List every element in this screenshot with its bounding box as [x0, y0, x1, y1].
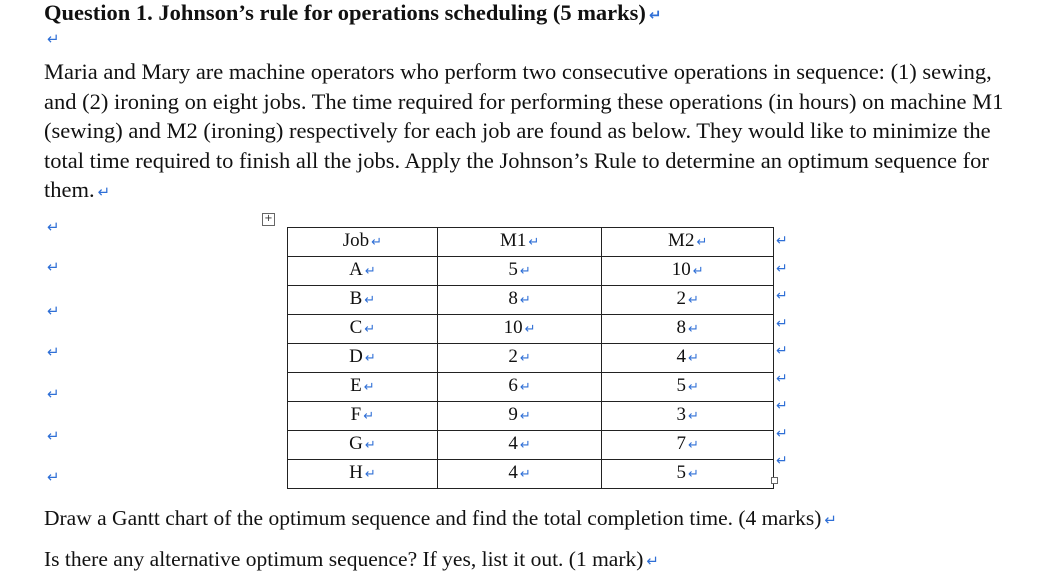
paragraph-mark-icon: ↵ — [648, 6, 662, 24]
m2-cell: 7 ↵ — [602, 431, 774, 460]
job-cell: B ↵ — [288, 286, 438, 315]
paragraph-mark-icon: ↵ — [47, 343, 60, 361]
paragraph-mark-icon: ↵ — [47, 218, 60, 236]
table-row — [288, 315, 774, 344]
row-end-mark-icon: ↵ — [776, 370, 788, 387]
m1-cell: 10 ↵ — [437, 315, 602, 344]
header-m1: M1 ↵ — [437, 228, 602, 257]
job-cell: G ↵ — [288, 431, 438, 460]
m2-cell: 8 ↵ — [602, 315, 774, 344]
m1-cell: 6 ↵ — [437, 373, 602, 402]
table-row — [288, 460, 774, 489]
paragraph-mark-icon: ↵ — [47, 468, 60, 486]
question-title: Question 1. Johnson’s rule for operations scheduling (5 marks) ↵ — [44, 0, 662, 25]
table-row — [288, 431, 774, 460]
table-move-handle-icon[interactable]: + — [262, 213, 275, 226]
row-end-mark-icon: ↵ — [776, 453, 788, 469]
row-end-mark-icon: ↵ — [776, 288, 788, 304]
job-cell: E ↵ — [288, 373, 438, 402]
paragraph-mark-icon: ↵ — [47, 302, 60, 320]
row-end-mark-icon: ↵ — [776, 425, 788, 442]
row-end-marks — [776, 227, 788, 475]
m1-cell: 9 ↵ — [437, 402, 602, 431]
m1-cell: 2 ↵ — [437, 344, 602, 373]
table-resize-handle[interactable] — [771, 477, 778, 484]
paragraph-mark-icon: ↵ — [47, 385, 60, 403]
subquestion-alternative: Is there any alternative optimum sequence? If yes, list it out. (1 mark) ↵ — [44, 547, 659, 571]
m2-cell: 10 ↵ — [602, 257, 774, 286]
row-end-mark-icon: ↵ — [776, 343, 788, 359]
m2-cell: 5 ↵ — [602, 460, 774, 489]
table-row — [288, 286, 774, 315]
paragraph-mark-icon: ↵ — [47, 30, 60, 48]
m1-cell: 5 ↵ — [437, 257, 602, 286]
m1-cell: 8 ↵ — [437, 286, 602, 315]
table-row — [288, 402, 774, 431]
header-m2: M2 ↵ — [602, 228, 774, 257]
table-row — [288, 257, 774, 286]
job-cell: F ↵ — [288, 402, 438, 431]
job-cell: H ↵ — [288, 460, 438, 489]
paragraph-mark-icon: ↵ — [47, 258, 60, 276]
header-job: Job ↵ — [288, 228, 438, 257]
job-cell: A ↵ — [288, 257, 438, 286]
paragraph-mark-icon: ↵ — [97, 183, 111, 201]
m2-cell: 5 ↵ — [602, 373, 774, 402]
job-cell: D ↵ — [288, 344, 438, 373]
row-end-mark-icon: ↵ — [776, 260, 788, 277]
row-end-mark-icon: ↵ — [776, 315, 788, 332]
paragraph-mark-icon: ↵ — [824, 511, 837, 529]
job-cell: C ↵ — [288, 315, 438, 344]
m1-cell: 4 ↵ — [437, 460, 602, 489]
paragraph-mark-icon: ↵ — [47, 427, 60, 445]
row-end-mark-icon: ↵ — [776, 233, 788, 249]
subquestion-gantt: Draw a Gantt chart of the optimum sequence and find the total completion time. (4 marks) ↵ — [44, 506, 837, 530]
m2-cell: 3 ↵ — [602, 402, 774, 431]
table-row — [288, 344, 774, 373]
row-end-mark-icon: ↵ — [776, 398, 788, 414]
m2-cell: 2 ↵ — [602, 286, 774, 315]
paragraph-mark-icon: ↵ — [646, 552, 659, 570]
job-times-table — [287, 227, 774, 489]
m2-cell: 4 ↵ — [602, 344, 774, 373]
table-row — [288, 373, 774, 402]
m1-cell: 4 ↵ — [437, 431, 602, 460]
table-header-row — [288, 228, 774, 257]
question-paragraph: Maria and Mary are machine operators who perform two consecutive operations in sequence: (1) sewing, and (2) ironing on eight jobs. The time required for performing these operations (in hours) on machine M1 (sewing) and M2 (ironing) respectively for each job are found as below. They would like to minimize the total time required to finish all the jobs. Apply the Johnson’s Rule to determine an optimum sequence for them. ↵ — [44, 59, 1004, 202]
